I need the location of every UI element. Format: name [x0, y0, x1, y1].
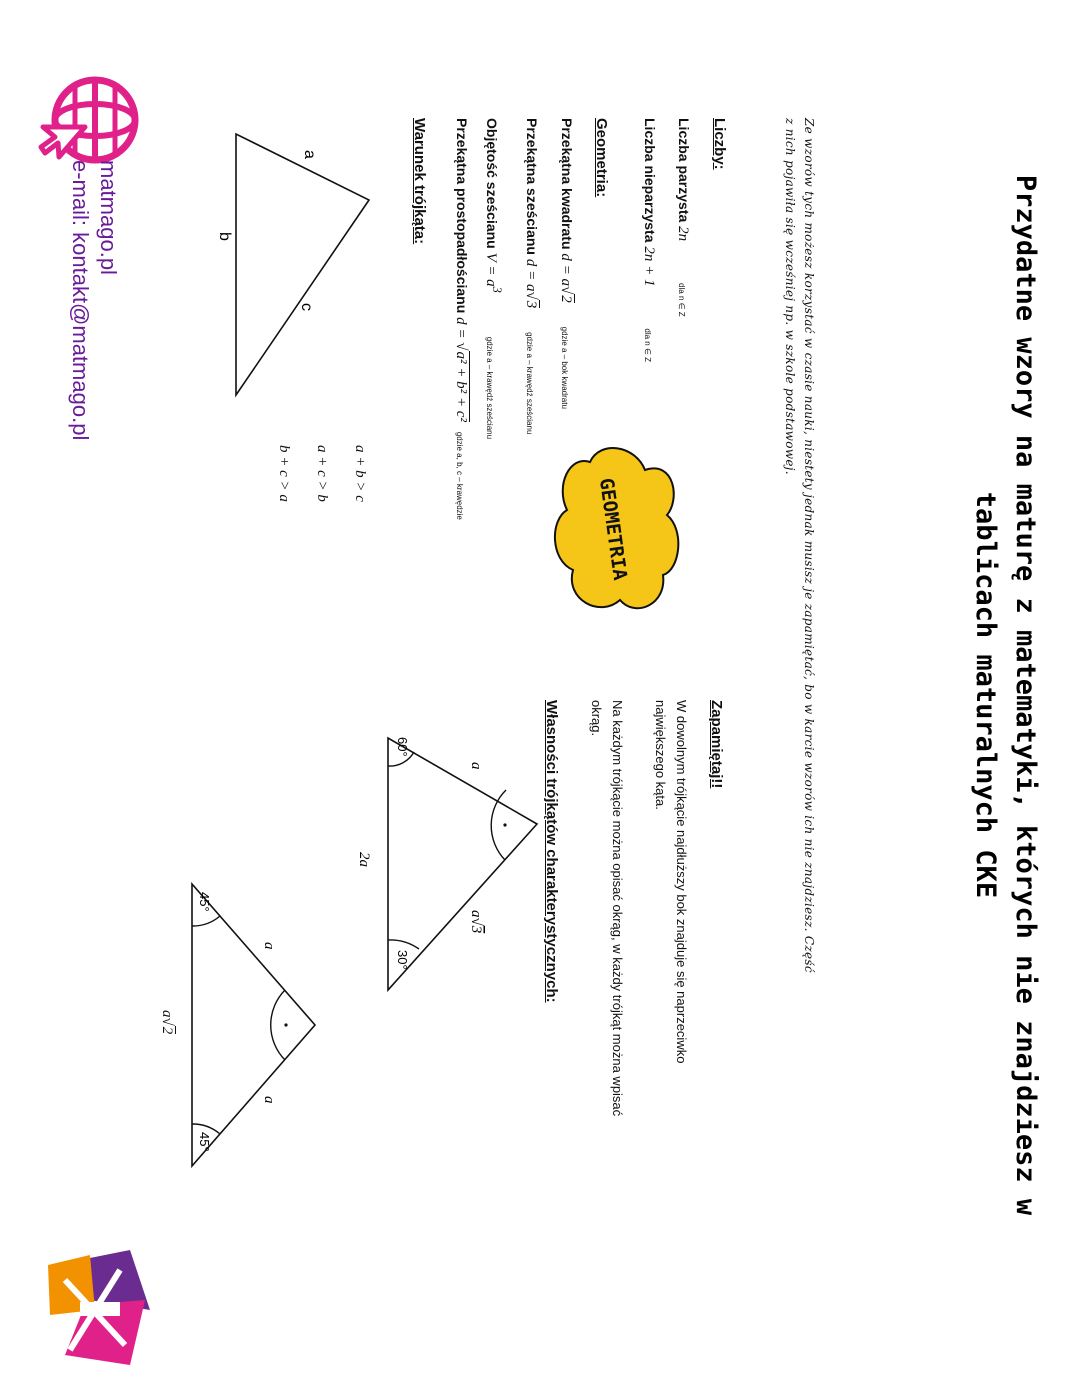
remember-p1-line2: największego kąta. — [653, 700, 668, 810]
remember-paragraph-1 — [650, 700, 692, 1063]
t2-leg1-label: a — [261, 942, 277, 950]
geometry-heading: Geometria: — [593, 118, 610, 198]
cuboid-lhs: d = — [453, 317, 469, 343]
title-line-2: tablicach maturalnych CKE — [970, 491, 1001, 899]
inequality-1: a + b > c — [352, 445, 368, 502]
inequality-3: b + c > a — [276, 445, 292, 502]
cube-diag-lhs: d = a — [523, 258, 539, 292]
intro-line-1: Ze wzorów tych możesz korzystać w czasie nauki, niestety jednak musisz je zapamiętać, bo w karcie wzorów ich nie znajdziesz. Część — [802, 118, 816, 973]
cube-diag-label: Przekątna sześcianu — [524, 118, 540, 255]
t1-long-label: a√3 — [468, 910, 484, 934]
footer-email[interactable]: e-mail: kontakt@matmago.pl — [68, 160, 93, 441]
remember-p2-line1: Na każdym trójkącie można opisać okrąg, w każdy trójkąt można wpisać — [610, 700, 625, 1117]
right-angle-dot — [503, 823, 506, 826]
angle-45-left-arc — [192, 916, 220, 926]
cuboid-note: gdzie a, b, c – krawędzie — [455, 431, 464, 520]
t1-short-label: a — [468, 762, 484, 770]
right-angle-dot-2 — [284, 1023, 287, 1026]
cuboid-label: Przekątna prostopadłościanu — [454, 118, 470, 314]
t1-angle-30: 30° — [395, 950, 410, 970]
odd-note: dla n ∈ Z — [643, 328, 652, 363]
cube-diag-root: 3 — [523, 300, 539, 309]
cube-diagonal-formula: Przekątna sześcianu d = a√3 gdzie a – krawędź sześcianu — [523, 118, 540, 435]
remember-p2-line2: okrąg. — [589, 700, 604, 737]
angle-30-arc — [388, 940, 419, 949]
odd-expr: 2n + 1 — [641, 246, 657, 287]
triangle-condition-heading: Warunek trójkąta: — [411, 118, 428, 245]
t2-hyp-lhs: a — [159, 1010, 175, 1018]
right-angle-arc-2 — [271, 990, 285, 1060]
cuboid-diagonal-formula: Przekątna prostopadłościanu d = √a² + b² + c² gdzie a, b, c – krawędzie — [453, 118, 470, 520]
special-triangles-heading: Własności trójkątów charakterystycznych: — [543, 700, 560, 1003]
remember-paragraph-2 — [586, 700, 628, 1116]
cube-vol-lhs: V = a — [483, 252, 499, 287]
globe-cursor-icon — [35, 65, 145, 175]
triangle-45-45-90 — [180, 870, 320, 1200]
triangle-30-60-90 — [356, 700, 550, 1030]
triangle-condition-diagram — [210, 120, 400, 420]
odd-number-formula — [640, 118, 658, 362]
triangle-outline — [236, 134, 369, 395]
odd-label: Liczba nieparzysta — [642, 118, 658, 243]
cube-vol-note: gdzie a – krawędź sześcianu — [485, 336, 494, 440]
geometria-sticker — [545, 440, 685, 620]
t2-angle-2: 45° — [197, 1132, 212, 1152]
square-label: Przekątna kwadratu — [559, 118, 575, 250]
side-a-label: a — [301, 150, 318, 159]
t2-hyp-root: 2 — [159, 1026, 175, 1035]
even-note: dla n ∈ Z — [677, 283, 686, 317]
cube-vol-label: Objętość sześcianu — [484, 118, 500, 249]
numbers-heading: Liczby: — [711, 118, 728, 170]
cube-vol-exp: 3 — [490, 286, 504, 293]
triangle-45-45-90-outline — [192, 884, 315, 1166]
even-expr: 2n — [675, 226, 691, 242]
square-lhs: d = a — [558, 253, 574, 287]
brand-logo — [40, 1240, 160, 1380]
inequality-2: a + c > b — [314, 445, 330, 502]
cube-diag-note: gdzie a – krawędź sześcianu — [525, 332, 534, 435]
side-b-label: b — [216, 232, 233, 241]
remember-heading: Zapamiętaj!! — [708, 700, 725, 789]
intro-text — [780, 118, 818, 1318]
title-line-1: Przydatne wzory na maturę z matematyki, których nie znajdziesz w — [1010, 174, 1041, 1216]
cuboid-root: a² + b² + c² — [453, 351, 469, 422]
sticker-text: GEOMETRIA — [594, 476, 631, 582]
footer-site: matmago.pl — [96, 160, 121, 275]
t2-hyp-label: a√2 — [159, 1010, 175, 1035]
cube-volume-formula — [482, 118, 504, 439]
even-label: Liczba parzysta — [676, 118, 692, 223]
t1-angle-60: 60° — [395, 737, 410, 757]
even-number-formula — [674, 118, 692, 317]
page-title — [965, 120, 1045, 1270]
square-root: 2 — [558, 295, 574, 303]
remember-p1-line1: W dowolnym trójkącie najdłuższy bok znajduje się naprzeciwko — [674, 700, 689, 1064]
square-diagonal-formula: Przekątna kwadratu d = a√2 gdzie a – bok kwadratu — [558, 118, 575, 409]
side-c-label: c — [298, 303, 315, 311]
t1-hyp-label: 2a — [356, 852, 372, 867]
t2-angle-1: 45° — [197, 892, 212, 912]
footer-contact — [66, 160, 122, 440]
triangle-30-60-90-outline — [388, 738, 537, 990]
intro-line-2: z nich pojawiła się wcześniej np. w szkole podstawowej. — [783, 118, 797, 475]
square-note: gdzie a – bok kwadratu — [560, 326, 569, 409]
t2-leg2-label: a — [261, 1096, 277, 1104]
